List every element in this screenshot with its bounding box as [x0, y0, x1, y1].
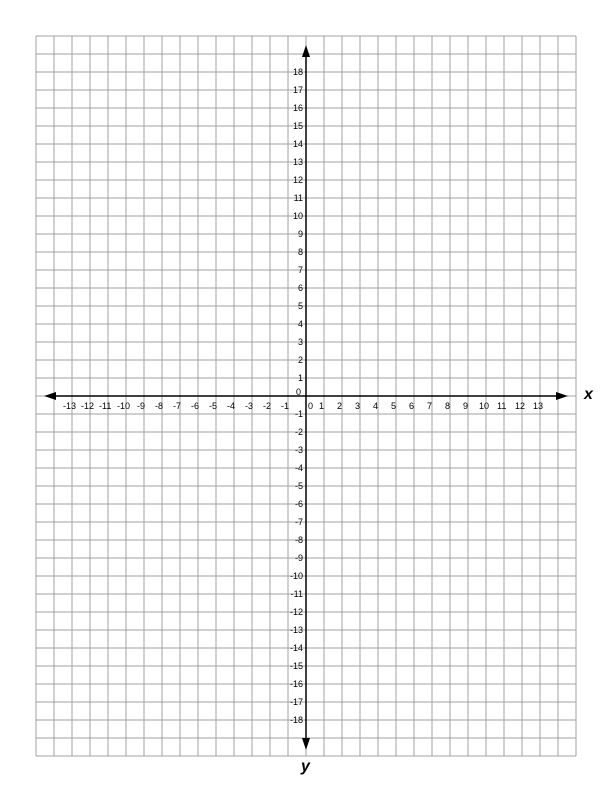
x-tick-label: -12 [81, 401, 95, 411]
x-tick-label: 10 [479, 401, 490, 411]
y-tick-label: 17 [292, 85, 303, 95]
y-tick-label: -3 [294, 445, 303, 455]
x-tick-label: 9 [463, 401, 469, 411]
y-tick-label: 2 [297, 355, 303, 365]
y-tick-label: -16 [289, 679, 303, 689]
y-tick-label: 9 [297, 229, 303, 239]
y-tick-label: 6 [297, 283, 303, 293]
y-tick-label: -18 [289, 715, 303, 725]
y-tick-label: 0 [296, 387, 302, 397]
y-tick-label: 1 [297, 373, 303, 383]
y-tick-label: 4 [297, 319, 303, 329]
x-tick-label: 3 [355, 401, 361, 411]
x-tick-label: -1 [281, 401, 290, 411]
x-tick-label: -10 [117, 401, 131, 411]
y-tick-label: -10 [289, 571, 303, 581]
x-tick-label: 6 [409, 401, 415, 411]
x-tick-label: 2 [337, 401, 343, 411]
y-tick-label: 15 [292, 121, 303, 131]
x-axis-label: x [584, 386, 593, 403]
y-tick-label: -11 [290, 589, 303, 599]
x-tick-label: -13 [63, 401, 77, 411]
x-tick-label: 11 [497, 401, 507, 411]
y-tick-label: -17 [289, 697, 303, 707]
y-tick-label: 16 [292, 103, 303, 113]
y-tick-label: 7 [297, 265, 303, 275]
y-axis-down-arrow [302, 738, 310, 750]
y-tick-label: -15 [289, 661, 303, 671]
x-tick-label: 8 [445, 401, 451, 411]
y-axis-label: y [301, 758, 310, 775]
x-tick-label: 0 [308, 401, 314, 411]
x-tick-label: -7 [173, 401, 182, 411]
y-tick-label: -4 [294, 463, 303, 473]
y-axis-up-arrow [302, 45, 310, 57]
y-tick-label: -13 [289, 625, 303, 635]
y-tick-label: 14 [292, 139, 303, 149]
x-axis-right-arrow [556, 392, 568, 400]
y-tick-label: 13 [292, 157, 303, 167]
y-tick-label: -8 [294, 535, 303, 545]
y-tick-label: -1 [294, 409, 303, 419]
y-tick-label: 8 [297, 247, 303, 257]
x-axis-left-arrow [44, 392, 56, 400]
y-tick-label: -14 [289, 643, 303, 653]
y-tick-label: -7 [294, 517, 303, 527]
x-tick-label: -6 [191, 401, 200, 411]
x-tick-label: 1 [319, 401, 325, 411]
y-tick-label: -5 [294, 481, 303, 491]
x-tick-label: -11 [99, 401, 112, 411]
y-tick-label: 10 [292, 211, 303, 221]
y-tick-label: 12 [292, 175, 303, 185]
x-tick-label: 5 [391, 401, 397, 411]
x-tick-label: -9 [137, 401, 146, 411]
x-tick-label: 7 [427, 401, 433, 411]
y-tick-label: 5 [297, 301, 303, 311]
x-tick-label: -5 [209, 401, 218, 411]
y-tick-label: 3 [297, 337, 303, 347]
x-tick-label: -2 [263, 401, 272, 411]
y-tick-label: -2 [294, 427, 303, 437]
x-tick-label: -4 [227, 401, 236, 411]
x-tick-label: 13 [533, 401, 544, 411]
y-tick-label: -9 [294, 553, 303, 563]
y-tick-label: -12 [289, 607, 303, 617]
x-tick-label: -3 [245, 401, 254, 411]
y-tick-label: 11 [293, 193, 303, 203]
y-tick-label: -6 [294, 499, 303, 509]
x-tick-label: 4 [373, 401, 379, 411]
x-tick-label: -8 [155, 401, 164, 411]
x-tick-label: 12 [515, 401, 526, 411]
y-tick-label: 18 [292, 67, 303, 77]
